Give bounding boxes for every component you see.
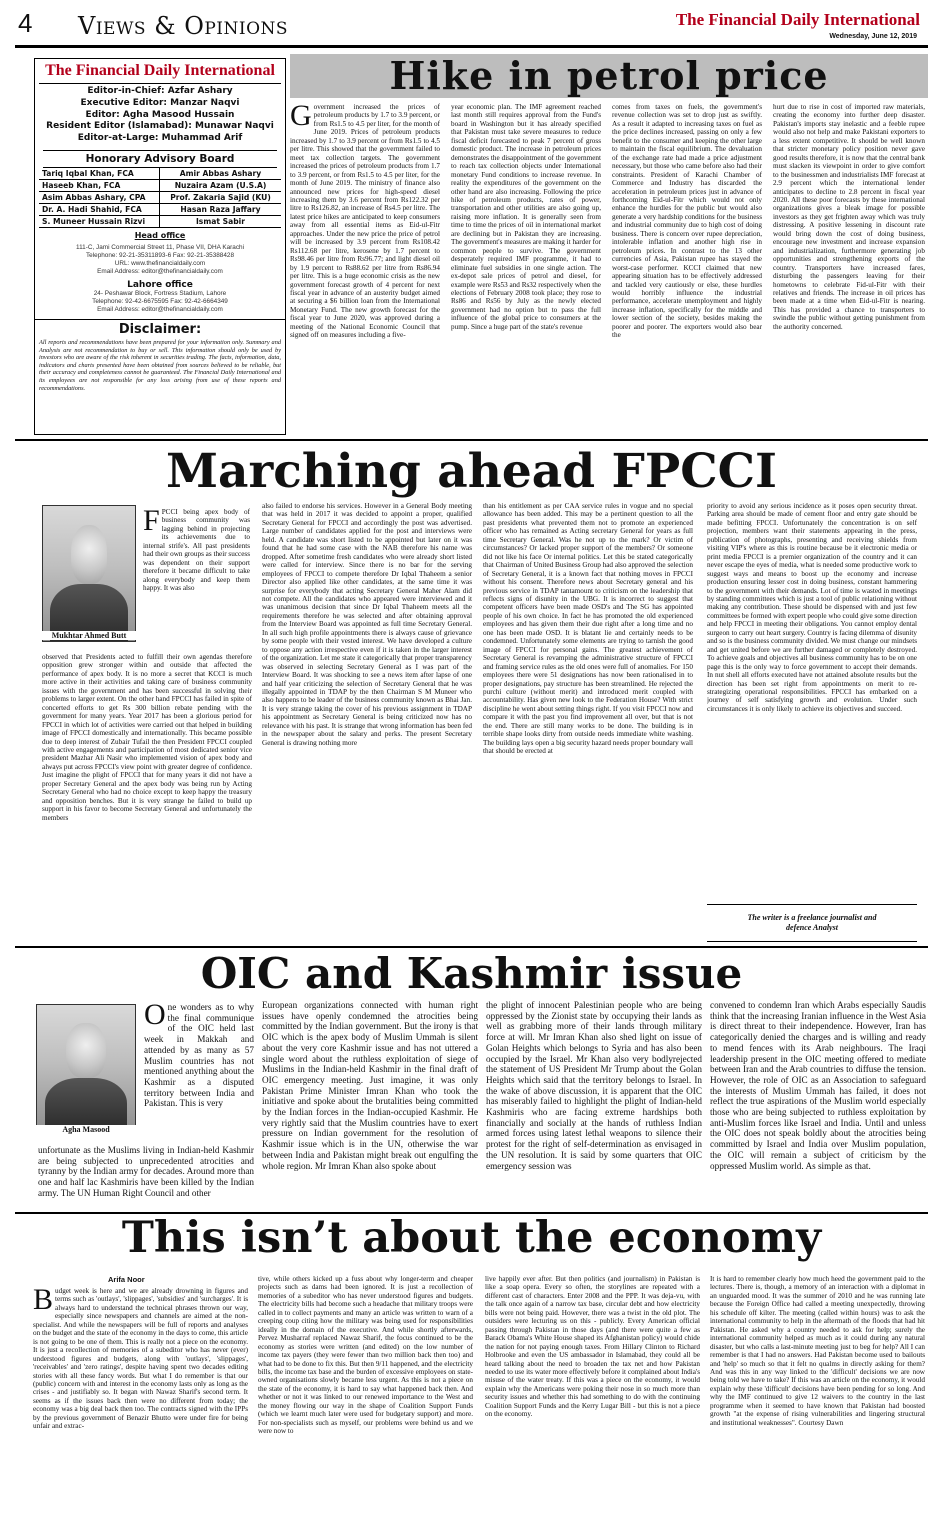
header-rule <box>15 45 928 48</box>
dropcap: B <box>33 1287 54 1316</box>
article3-headline: OIC and Kashmir issue <box>200 949 743 998</box>
article1-text: comes from taxes on fuels, the government's revenue collection was set to drop just as swiftly. As a result it adapted to increasing taxes on fuel as the price declines increased, passing on only a few benefit to the consumer and keeping the other large to maintain the fiscal equilibrium. The devaluation of the exchange rate had made a price adjustment necessary, but those who came before also had their constraints. President of Karachi Chamber of Commerce and Industry has discarded the acceleration in petroleum prices just in advance of forthcoming Eid-ul-Fitr which would not only enhance the hurdles for the public but would also generate a very hardship conditions for the business and industrial community due to high cost of doing business. There is concern over rupee depreciation, intolerable inflation and another high rise in petroleum prices. In contrast to the 13 other currencies of Asia, Pakistan rupee has stayed the worst-case performer. KCCI claimed that new appearing situation has to be effectively addressed and tackled very cautiously or else, these hurdles would horribly influence the industrial performance, accelerate unemployment and highly increase inflation, specifically for the middle and lower section of the society, besides making the poorer and poorer. The exporters would also bear the <box>612 103 762 340</box>
article3-intro <box>144 1002 254 1145</box>
dropcap: F <box>143 508 160 537</box>
board-member: Nuzaira Azam (U.S.A) <box>160 180 281 192</box>
section-rule <box>15 439 928 441</box>
head-office-line: Telephone: 92-21-35311893-6 Fax: 92-21-35388428 <box>85 251 235 259</box>
head-office-line: Email Address: editor@thefinancialdaily.com <box>97 267 223 275</box>
article2-intro <box>143 508 250 653</box>
head-office-line: URL: www.thefinancialdaily.com <box>114 259 206 267</box>
masthead-title: The Financial Daily International <box>45 62 275 79</box>
board-member: Asim Abbas Ashary, CPA <box>39 192 160 204</box>
author-photo <box>36 1004 136 1132</box>
board-member: Haseeb Khan, FCA <box>39 180 160 192</box>
lahore-office-line: 24- Peshawar Block, Fortress Stadium, Lahore <box>93 289 227 297</box>
article4-text: live happily ever after. But then politics (and journalism) in Pakistan is like a soap opera. Every so often, the storylines are repeated with a different cast of characters. Enter 2008 and the PPP. It was deja-vu, with the talk once again of a narrow tax base, circular debt and how electricity bills were not being paid. However, there was a twist in the old plot. The outsiders were lecturing us on this - publicly. Every American official passing through Pakistan in those days (and there were quite a few as Barack Obama's White House shaped its Afghanistan policy) would chide the nation for not paying enough taxes. From Hillary Clinton to Richard Holbrooke and even the US ambassador in Islamabad, they could all be heard talking about the need to broaden the tax net and how Pakistan needed to use its water more effectively before it complained about India's misuse of the water treaty. If this was a piece on the economy, it would explain why the Americans were poking their nose in so much more than security issues and whether this had something to do with the continuing Coalition Support Funds and the Kerry Lugar Bill - but this is not a piece on the economy. <box>485 1275 700 1419</box>
head-office-line: 111-C, Jami Commercial Street 11, Phase VII, DHA Karachi <box>76 243 244 251</box>
advisory-board-title: Honorary Advisory Board <box>43 150 277 168</box>
article2-text: observed that Presidents acted to fulfill their own agendas therefore opposition grew stronger within and outside that affected the performance of apex body. It is no more a secret that KCCI is much more active in their activities and taking care of business community issues with the government and has been successful in solving their problems to larger extent. On the other hand FPCCI has failed in spite of concerted efforts to get Rs 300 billion rebate pending with the government for many years. Year 2017 has been a glorious period for FPCCI in which lot of activities were carried out that helped in building image of FPCCI domestically and internationally. This became possible due to deep interest of Zubair Tufail the then President FPCCI coupled with active engagements and participation of most dedicated senior vice president Mazhar Ali Nasir who implemented vision of apex body and always put across FPCCI's view point with greater degree of confidence. Just imagine the plight of FPCCI that for many years it did not have a proper Secretary General and the apex body was being run by Acting Secretary General who had no choice except to keep happy the treasury and opposition benches. But it is very strange he failed to build up support in his favor to become Secretary General and unfortunately the members <box>42 653 252 822</box>
article3-column <box>262 1000 478 1210</box>
board-member: Dr. A. Hadi Shahid, FCA <box>39 204 160 216</box>
article2-column <box>483 502 693 943</box>
board-member: Prof. Zakaria Sajid (KU) <box>160 192 281 204</box>
page-number: 4 <box>18 8 33 38</box>
article4-text: It is hard to remember clearly how much heed the government paid to the lectures. There is, though, a memory of an interaction with a diplomat in an unguarded mood. It was the summer of 2010 and he was running late because the Foreign Office had called a meeting unexpectedly, throwing his schedule off kilter. The meeting (called within hours) was to ask the international community to help in the aftermath of the floods that had hit Pakistan. He asked why a country needed to ask for help; surely the international community helped as much as it could during any natural disaster, but who calls a last-minute meeting just to beg for help? All I can remember is that I had no answers. Had Pakistan become used to bailouts and 'help' so much so that it felt no qualms in directly asking for them? And was this in any way linked to the 'difficult' decisions we are now being told we have to take? If this was an article on the economy, it would explain why these 'difficult' decisions have been pending for so long. And why the IMF continued to give 12 waivers to the country in the last programme when it seemed to have known that Pakistan had boosted growth "at the expense of rising vulnerabilities and lingering structural and institutional weaknesses". Courtesy Dawn <box>710 1275 925 1427</box>
article4-byline: Arifa Noor <box>108 1275 145 1284</box>
section-title: Views & Opinions <box>78 12 289 40</box>
author-caption: Agha Masood <box>36 1125 136 1134</box>
dropcap: O <box>144 1002 166 1031</box>
article3-text: unfortunate as the Muslims living in Indian-held Kashmir are being subjected to unprecedented atrocities and tyranny by the Indian army for decades. Around more than one and half lac Kashmiris have been killed by the Indian army. The UN Human Right Council and other <box>38 1145 254 1198</box>
header-date: Wednesday, June 12, 2019 <box>829 33 917 40</box>
article1-column <box>451 103 601 436</box>
board-member: Hasan Raza Jaffary <box>160 204 281 216</box>
article4-column <box>485 1275 700 1529</box>
lahore-office-line: Email Address: editor@thefinancialdaily.com <box>97 305 223 313</box>
article1-headline: Hike in petrol price <box>389 53 829 98</box>
board-member: Ismat Sabir <box>195 216 246 226</box>
masthead-staff-line: Executive Editor: Manzar Naqvi <box>80 97 240 108</box>
article4-text: tive, while others kicked up a fuss about why longer-term and cheaper projects such as dams had been ignored. It is just a recollection of memories of a subeditor who has never understood figures and budgets. The electricity bills had become such a headache that military troops were called in to collect payments and many an article was written to warn of a creeping coup citing how the military was being used for responsibilities ideally in the domain of the executive. And while shortly afterwards, Pervez Musharraf replaced Nawaz Sharif, the focus continued to be the economy as stories were written (and edited) on the low number of income tax payers (they were fewer than two million back then too) and what had to be done to fix this. But then 9/11 happened, and the electricity bills, the income tax base and the burden of excessive employees on state-owned organisations slowly became less urgent. As this is not a piece on the state of the economy, it is hard to say what happened back then. And whether or not it was linked to our renewed importance to the West and the money flowing our way in the shape of Coalition Support Funds (which we learnt much later were used for budgetary support) and more. For non-specialists such as myself, our problems were behind us and we were now to <box>258 1275 473 1436</box>
article4-column <box>33 1287 248 1529</box>
article2-text: priority to avoid any serious incidence as it poses open security threat. Parking area should be made of cement floor and entry gate should be made befitting FPCCI. Unfortunately the concentration is on self projection, members want their statements appearing in the press, publication of photographs, presenting and receiving shields from visiting VIP's where as this is routine because be it electronic media or print media FPCCI is a premier organization of the country and it can never escape the eyes of media, what is needed some productive work to suggest ways and means to boost up the economy and increase production ensuring lesser cost in doing business, constant hammering to the government with their demands. Lot of time is wasted in meetings by standing committees which is just a tool of public relationing without making any contribution. These should be dispensed with and just few committees be formed with expert people who could give some direction and help FPCCI in meeting their obligations. You cannot employ dental surgeon to carry out heart surgery. Country is facing dilemma of disunity and so is the business community divided. We must change our mindsets and get united before we are further damaged or completely destroyed. To achieve goals and objectives all business community has to be on one page this is the only way to force government to accept their demands. In nut shell all efforts executed have not attained absolute results but the direction has been set right from appointments on merit to re-strategizing operational responsibilities. FPCCI has embarked on a journey of self satisfying growth and evolution. Under such circumstances it is only likely to achieve its objectives and succeed. <box>707 502 917 713</box>
article2-text: PCCI being apex body of business community was lagging behind in projecting its achievements due to internal strife's. All past presidents had their own groups as their success was dependent on their support therefore it became difficult to take along everybody and keep them happy. It was also <box>143 508 250 593</box>
masthead-staff-line: Resident Editor (Islamabad): Munawar Naqvi <box>46 121 274 132</box>
article2-column <box>262 502 472 943</box>
article3-column <box>38 1145 254 1210</box>
disclaimer-title: Disclaimer: <box>35 319 285 337</box>
head-office-title: Head office <box>134 230 186 240</box>
article1-column <box>612 103 762 436</box>
board-member: S. Muneer Hussain Rizvi <box>39 216 160 227</box>
article3-text: the plight of innocent Palestinian people who are being oppressed by the Zionist state by occupying their lands as well as grabbing more of their lands through military force at will. Mr Imran Khan also shed light on issue of Golan Heights which belongs to Syria and has also been occupied by the Israel. Mr Khan also very bodlyrejected the statement of US President Mr Trump about the Golan Heights which said that the territory belongs to Israel. In the wake of above discussion, it is apparent that the OIC has miserably failed to highlight the plight of Indian-held Kashmiris who are facing extreme hardships both financially and socially at the hands of ruthless Indian armed forces using latest lethal weapons to silence their protest for the right of self-determination as envisaged in the UN resolution. It is said by some quarters that OIC emergency session was <box>486 1000 702 1171</box>
masthead-box <box>34 58 286 435</box>
article1-column <box>290 103 440 436</box>
article4-text: udget week is here and we are already drowning in figures and terms such as 'outlays', 'slippages', 'subsidies' and 'surcharges'. It is always hard to understand the technical phrases thrown our way, especially since newspapers and channels are aimed at the non-specialist. And while the newspapers will be full of reports and analyses on the budget and the state of the economy in the days to come, this article is not going to be one of them. This is really not a piece on the economy. It is just a recollection of memories of a subeditor who has never (ever) understood figures and budgets, along with 'outlays', 'slippages', 'receivables' and 'zero ratings', despite having spent two decades editing stories with all these fancy words. But what I do remember is that our (public) concern with and interest in the economy lasts only as long as the crises - and justifiably so. It began with Nawaz Sharif's second term. It seems as if the issues back then were no different from today; the economy was a big deal back then too. The contracts signed with the IPPs by the previous government of Benazir Bhutto were under fire for being unfair and extrac- <box>33 1287 248 1431</box>
article4-column <box>258 1275 473 1529</box>
article3-column <box>486 1000 702 1210</box>
article1-text: overnment increased the prices of petroleum products by 1.7 to 3.9 percent, or from Rs1.5 to 4.5 per liter, for the month of June 2019. Prices of petroleum products increased by 1.7 to 3.9 percent or from Rs1.5 to 4.5 per litre. This showed that the government failed to meet tax collection targets. The government increased the prices of petroleum products from 1.7 to 3.9 percent, or from Rs1.5 to 4.5 per liter, for the month of June 2019. The ministry of finance also announced new prices for high-speed diesel increasing them by 3.6 percent from Rs122.32 per litre to Rs126.82, an increase of Rs4.5 per litre. The latest price hikes are anticipated to keep consumers away from all essential items as Eid-ul-Fitr approaches. Under the new price the price of petrol will be increased by 3.9 percent from Rs108.42 Rs112.68 per litre, kerosene by 1.7 percent to Rs98.46 per litre from Rs96.77; and light diesel oil by 1.9 percent to Rs88.62 per litre from Rs86.94 per litre. This is a huge economic crisis as the new government forecast growth of 4 percent for next fiscal year in advance of an austerity budget aimed at securing a $6 billion loan from the International Monetary Fund. The new growth forecast for the fiscal year to June 2020, was approved during a meeting of the National Economic Council that signed off on measures including a five- <box>290 103 440 340</box>
header-paper-name: The Financial Daily International <box>675 10 920 29</box>
masthead-staff-line: Editor-in-Chief: Azfar Ashary <box>87 86 233 96</box>
article1-text: year economic plan. The IMF agreement reached last month still requires approval from the Fund's board in Washington but it has already specified that Pakistan must take severe measures to reduce fiscal deficit forecasted to peak 7 percent of gross domestic product. The increase in petroleum prices demonstrates the disappointment of the government to reach tax collection objects under International monetary Fund conditions to increase revenue. In reality the expenditures of the government on the other hand are also increasing. Following the price hike of petroleum products, rates of power, transportation and other utilities are also going up, raising more inflation. It is generally seen from time to time the prices of oil in international market are declining but in Pakistan they are increasing. The government's measures are making it harder for common people to survive. The government desperately required IMF programme, it had to eliminate fuel subsidies in one single action. The ex-depot sale prices of petrol and diesel, for example were Rs53 and Rs32 respectively when the elections of February 2008 took place; they rose to Rs86 and Rs56 by July as the newly elected government had no option but to pass the full influence of the global price to consumers at the pump. Since a huge part of the state's revenue <box>451 103 601 331</box>
article4-headline: This isn’t about the economy <box>121 1213 822 1263</box>
masthead-staff-line: Editor: Agha Masood Hussain <box>85 109 235 120</box>
dropcap: G <box>290 103 312 132</box>
article3-text: convened to condemn Iran which Arabs especially Saudis think that the increasing Iranian influence in the West Asia is direct threat to their independence. However, Iran has categorically denied the charges and is willing and ready to mend fences with its Arab neighbours. The Iraqi leadership present in the OIC meeting offered to mediate between Iran and the Arab countries to diffuse the tension. However, the role of OIC as an Association to safeguard the interests of Muslim Ummah has failed, it does not reflect the true aspirations of the Muslim world especially those who are being subjected to ruthless exploitation by anti-Muslim forces like Israel and India. Until and unless the OIC does not speak boldly about the atrocities being committed by Israel and India over Muslim population, the OIC will remain a subject of criticism by the oppressed Muslim world. As simple as that. <box>710 1000 926 1171</box>
article3-text: ne wonders as to why the final communique of the OIC held last week in Makkah and attended by as many as 57 Muslim countries has not mentioned anything about the Kashmir as a disputed territory between India and Pakistan. This is very <box>144 1002 254 1109</box>
board-member: Amir Abbas Ashary <box>160 168 281 180</box>
author-caption: Mukhtar Ahmed Butt <box>42 631 136 640</box>
lahore-office-title: Lahore office <box>127 279 193 290</box>
writer-note: The writer is a freelance journalist and defence Analyst <box>747 913 877 932</box>
article4-column <box>710 1275 925 1529</box>
author-photo <box>42 505 136 642</box>
board-member: Tariq Iqbal Khan, FCA <box>39 168 160 180</box>
article3-text: European organizations connected with human right issues have openly condemned the atrocities being committed by the Indian government. But the irony is that OIC which is the apex body of Muslim Ummah is silent about the very core Kashmir issue and has not uttered a single word about the ruthless exploitation of siege of Muslims in the Indian-held Kashmir in the final draft of OIC emergency meeting. Just imagine, it was only Pakistan Prime Minister Imran Khan who took the initiative and spoke about the brutalities being committed by the Indian forces in the Indian-occupied Kashmir. He very rightly said that the Muslim countries have to exert pressure on Indian government for the resolution of Kashmir issue which is in the UN, otherwise the war between India and Pakistan might break out engulfing the whole region. Mr Imran Khan also spoke about <box>262 1000 478 1171</box>
article2-text: also failed to endorse his services. However in a General Body meeting that was held in 2017 it was decided to appoint a proper, qualified Secretary General for FPCCI and accordingly the post was advertised. Large number of candidates applied for the post and interviews were held. A candidate was short listed to be appointed but later on it was found that he had some case with the NAB therefore his name was dropped. After sometime fresh candidates who were already short listed were called for interview. Since there is no bar for the serving employees of FPCCI to compete therefore Dr Iqbal Thaheem a senior Director also applied like other candidates, at the same time it was surprise for everybody that acting Secretary General Maher Alam did not compete. All the candidates who appeared were interviewed and it was unanimous decision that since Dr Iqbal Thaheem meets all the requirements therefore he was selected and after obtaining approval from the Interview Board was appointed as full time Secretary General. In all such high profile appointments there is always cause of grievance by some people with their vested interest. We have developed a culture to oppose any action irrespective even if it is taken in the larger interest of the organization. Let me state it categorically that proper transparency was observed in selecting Secretary General as I was part of the Interview Board. It was shocking to see a news item after lapse of one and half year criticizing the selection of Secretary General that he was illegally appointed in TDAP by the then Chairman S M Muneer who also happens to be leader of the business community known as Bhai Jan. It is very strange taking the cover of his previous assignment in TDAP his appointment as Secretary General is being criticized now has no relevance with his past. It is strange that wrong information has been fed in the newspaper about the salary and perks. The present Secretary General is drawing nothing more <box>262 502 472 747</box>
article3-column <box>710 1000 926 1210</box>
article2-column <box>42 653 252 943</box>
disclaimer-text: All reports and recommendations have been prepared for your information only. Summary and Analysis are not recommendation to buy or sell. This information should only be used by investors who are aware of the risk inherent in securities trading. The facts, information, data, indicators and charts presented have been obtained from sources believed to be reliable, but their accuracy and completeness cannot be guaranteed. The Financial Daily International and its employees are not responsible for any loss arising from use of these reports and recommendations. <box>39 338 281 392</box>
article1-column <box>773 103 925 436</box>
writer-note-box <box>707 904 917 942</box>
article2-text: than his entitlement as per CAA service rules in vogue and no special allowance has been added. This may be a pertinent question to all the past presidents what prevented them not to promote an experienced officer who has remained as Acting secretary General for years as full time Secretary General. Was he not up to the mark? Or victim of circumstances? Or lacked proper support of the members? Or someone did not like his face Or internal politics. Let this be stated categorically that Chairman of United Business Group had also approved the selection of Secretary General, it is a known fact that nothing moves in FPCCI without his consent. Therefore news about Secretary general and his previous service in TDAP tantamount to criticism on the leadership that reflects signs of disunity in the UBG. It is incorrect to suggest that competent officers have been made OSD's and The SG has appointed people of his own choice. In fact he has promoted the old experienced employees and has given them their due right after a long time and no one has been made OSD. It is blatant lie and certainly needs to be condemned. Unfortunately some elements are trying to tarnish the good image of FPCCI for personal gains. The greatest achievement of Secretary General is revamping the administrative structure of FPCCI and framing service rules as the old ones were full of anomalies. For 150 employees there were 51 designations has now been rationalised in to proper designations, pay structure has been streamlined. He rejected the purchi culture (without merit) and introduced merit coupled with accountability. Has given new look to the Federation House? With strict discipline he went about setting things right. If you visit FPCCI now and compare it with the past you find improvement all over, but that is not the end. There are still many works to be done. The building is in terrible shape looks dirty from outside needs immediate white washing. The building lays open a big security hazard needs proper boundary wall that should be erected at <box>483 502 693 756</box>
masthead-staff-line: Editor-at-Large: Muhammad Arif <box>77 133 243 144</box>
lahore-office-line: Telephone: 92-42-6675595 Fax: 92-42-6664349 <box>92 297 228 305</box>
article1-text: hurt due to rise in cost of imported raw materials, creating the economy into further deep disaster. Pakistan's imports stay inelastic and a feeble rupee would also not help and make Pakistani exporters to a less extent competitive. It should be well known that stricter monetary policy position never gave good results therefore, it is now that the central bank must slacken its viewpoint in order to give comfort to the businessmen and industrialists IMF forecast at 2.9 percent which the international lender anticipates to decline to 2.8 percent in fiscal year 2020. All these poor forecasts by these international organizations gives a bleak image for possible investors as they get frighten away which was truly distressing. A positive lessening in discount rate would bring down the cost of doing business, encourage new investment and increase expansion and industrialization, furthermore generating job opportunities and strengthening exports of the country. Transporters have increased fares, disturbing the passengers leaving for their hometowns to celebrate Fid-ul-Fitr with their relatives and friends. The increase in oil prices has been made at a time when Eid-ul-Fitr is nearing. This has provided a chance to transporters to swindle the public without getting punishment from the authority concerned. <box>773 103 925 331</box>
article2-column <box>707 502 917 884</box>
article2-headline: Marching ahead FPCCI <box>166 444 777 499</box>
